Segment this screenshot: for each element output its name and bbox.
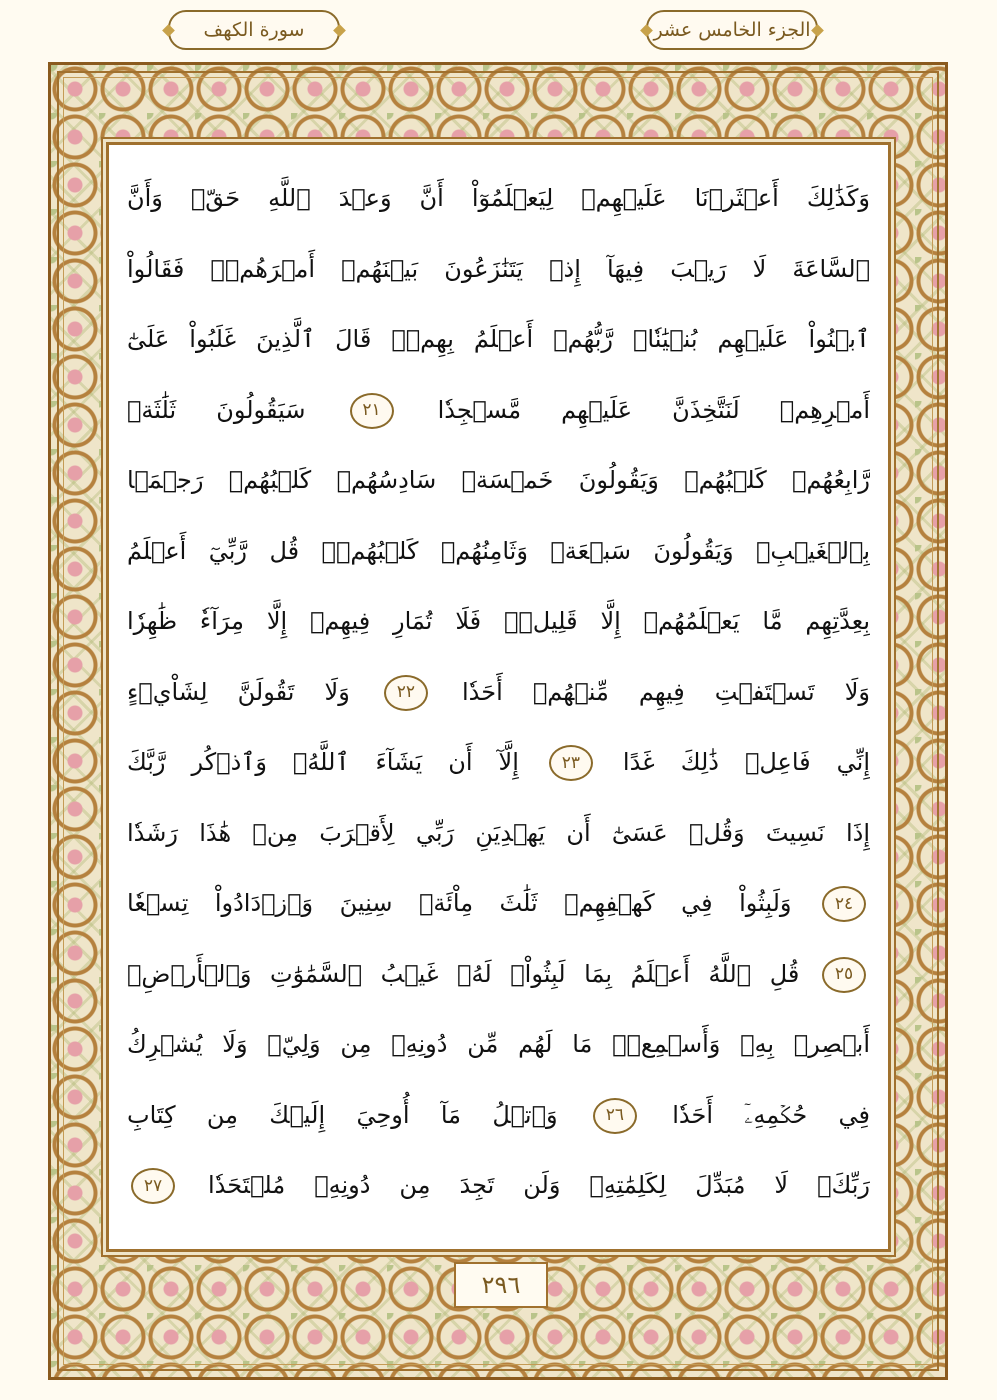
ayah-number-marker: ٢٤ [822, 886, 866, 922]
verse-line [127, 304, 870, 375]
verse-line [127, 798, 870, 869]
verse-line [127, 234, 870, 305]
verse-text: وَلَا تَقُولَنَّ لِشَاْيۡءٍ [127, 677, 350, 706]
verse-line [127, 375, 870, 446]
ayah-number-marker: ٢٧ [131, 1168, 175, 1204]
verse-text: أَمۡرِهِمۡ لَنَتَّخِذَنَّ عَلَيۡهِم مَّسۡجِدٗا [437, 395, 870, 424]
juz-label-text: الجزء الخامس عشر [653, 19, 811, 41]
verse-line [127, 1009, 870, 1080]
verse-line [127, 1080, 870, 1151]
verse-line [127, 657, 870, 728]
verse-text: وَٱتۡلُ مَآ أُوحِيَ إِلَيۡكَ مِن كِتَابِ [127, 1100, 558, 1129]
surah-label-text: سورة الكهف [203, 19, 305, 41]
ayah-number-marker: ٢٢ [384, 675, 428, 711]
ayah-number-marker: ٢١ [350, 393, 394, 429]
verse-text: فِي حُكۡمِهِۦٓ أَحَدٗا [672, 1100, 870, 1129]
verse-line [127, 163, 870, 234]
verse-text: قُلِ ٱللَّهُ أَعۡلَمُ بِمَا لَبِثُواْۖ لَهُۥ غَيۡبُ ٱلسَّمَٰوَٰتِ وَٱلۡأَرۡضِۖ [127, 959, 800, 988]
ayah-number-marker: ٢٥ [822, 957, 866, 993]
quran-text-panel [106, 142, 891, 1252]
surah-label [168, 10, 340, 50]
verse-text: ٱبۡنُواْ عَلَيۡهِم بُنۡيَٰنٗاۖ رَّبُّهُمۡ أَعۡلَمُ بِهِمۡۚ قَالَ ٱلَّذِينَ غَلَبُواْ عَلَىٰٓ [127, 325, 870, 353]
verse-line [127, 445, 870, 516]
verse-line [127, 1150, 870, 1221]
verse-text: بِٱلۡغَيۡبِۖ وَيَقُولُونَ سَبۡعَةٞ وَثَامِنُهُمۡ كَلۡبُهُمۡۚ قُل رَّبِّيٓ أَعۡلَمُ [127, 536, 870, 565]
juz-label [646, 10, 818, 50]
page-number-text: ٢٩٦ [481, 1271, 521, 1299]
verse-line [127, 586, 870, 657]
verse-text: ٱلسَّاعَةَ لَا رَيۡبَ فِيهَآ إِذۡ يَتَنَٰزَعُونَ بَيۡنَهُمۡ أَمۡرَهُمۡۖ فَقَالُواْ [127, 254, 870, 283]
verse-text: وَلَا تَسۡتَفۡتِ فِيهِم مِّنۡهُمۡ أَحَدٗا [462, 677, 870, 706]
verse-text: إِذَا نَسِيتَ وَقُلۡ عَسَىٰٓ أَن يَهۡدِيَنِ رَبِّي لِأَقۡرَبَ مِنۡ هَٰذَا رَشَدٗا [127, 818, 870, 847]
verse-text: سَيَقُولُونَ ثَلَٰثَةٞ [127, 395, 306, 424]
ayah-number-marker: ٢٣ [549, 745, 593, 781]
verse-line [127, 868, 870, 939]
verse-text: إِلَّآ أَن يَشَآءَ ٱللَّهُۚ وَٱذۡكُر رَّبَّكَ [127, 748, 519, 776]
verse-text: رَبِّكَۖ لَا مُبَدِّلَ لِكَلِمَٰتِهِۦ وَلَن تَجِدَ مِن دُونِهِۦ مُلۡتَحَدٗا [208, 1171, 870, 1199]
ayah-number-marker: ٢٦ [593, 1098, 637, 1134]
verse-line [127, 516, 870, 587]
verse-text: إِنِّي فَاعِلٞ ذَٰلِكَ غَدًا [622, 748, 870, 776]
verse-text: أَبۡصِرۡ بِهِۦ وَأَسۡمِعۡۚ مَا لَهُم مِّن دُونِهِۦ مِن وَلِيّٖ وَلَا يُشۡرِكُ [127, 1030, 870, 1058]
verse-text: وَكَذَٰلِكَ أَعۡثَرۡنَا عَلَيۡهِمۡ لِيَعۡلَمُوٓاْ أَنَّ وَعۡدَ ٱللَّهِ حَقّٞ وَأَنَّ [127, 184, 870, 212]
verse-line [127, 727, 870, 798]
page-number [454, 1262, 548, 1308]
verse-text: وَلَبِثُواْ فِي كَهۡفِهِمۡ ثَلَٰثَ مِاْئَةٖ سِنِينَ وَٱزۡدَادُواْ تِسۡعٗا [127, 889, 792, 917]
verse-line [127, 939, 870, 1010]
verse-text: رَّابِعُهُمۡ كَلۡبُهُمۡ وَيَقُولُونَ خَمۡسَةٞ سَادِسُهُمۡ كَلۡبُهُمۡ رَجۡمَۢا [127, 466, 870, 494]
verse-text: بِعِدَّتِهِم مَّا يَعۡلَمُهُمۡ إِلَّا قَلِيلٞۗ فَلَا تُمَارِ فِيهِمۡ إِلَّا مِرَآءٗ ظَٰهِرٗا [127, 607, 870, 635]
